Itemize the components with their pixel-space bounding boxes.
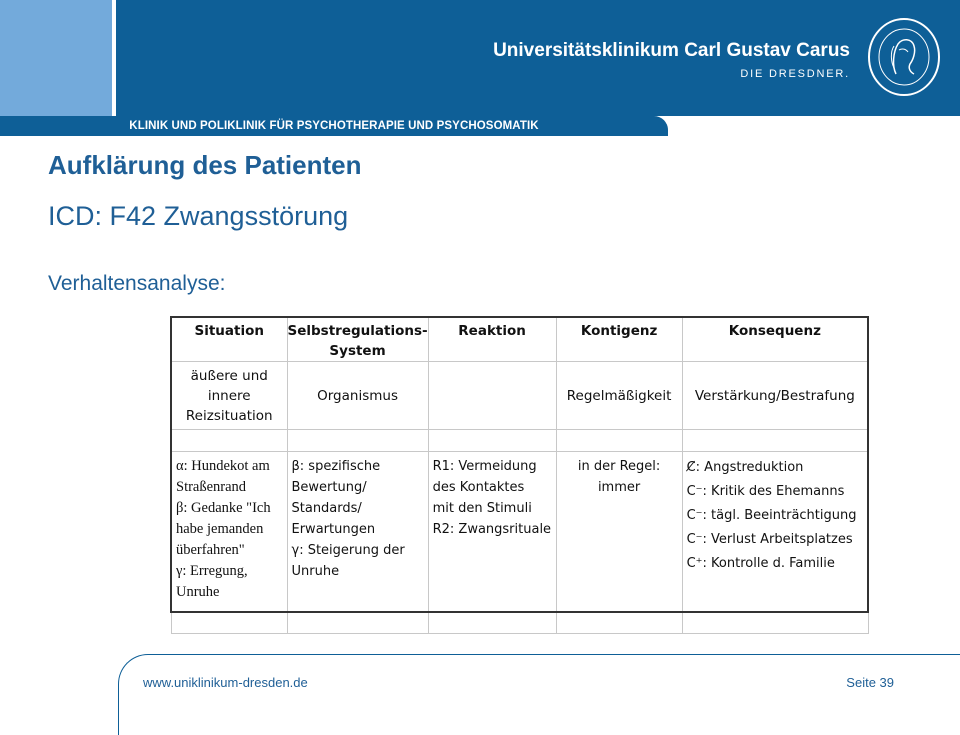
header-reaction: Reaktion [428, 317, 556, 362]
header-situation: Situation [171, 317, 287, 362]
page-number: Seite 39 [846, 675, 894, 690]
cell-consequence-category: Verstärkung/Bestrafung [682, 362, 868, 430]
page-title: Aufklärung des Patienten [48, 150, 362, 180]
cell-organism-category: Organismus [287, 362, 428, 430]
cell-organism-data: β: spezifische Bewertung/ Standards/ Erwartungen γ: Steigerung der Unruhe [287, 452, 428, 612]
header-consequence: Konsequenz [682, 317, 868, 362]
footer-divider [118, 654, 960, 735]
clinic-name: KLINIK UND POLIKLINIK FÜR PSYCHOTHERAPIE UND PSYCHOSOMATIK [129, 120, 539, 132]
table-row-spacer [171, 430, 868, 452]
cell-contingency-category: Regelmäßigkeit [556, 362, 682, 430]
cell-situation-data: α: Hundekot am Straßenrand β: Gedanke "Ich habe jemanden überfahren" γ: Erregung, Unruhe [171, 452, 287, 612]
header-contingency: Kontigenz [556, 317, 682, 362]
behavior-analysis-table [170, 316, 869, 634]
cell-situation-category: äußere und innere Reizsituation [171, 362, 287, 430]
section-label: Verhaltensanalyse: [48, 272, 226, 295]
university-tagline: DIE DRESDNER. [740, 68, 850, 80]
header-accent-block [0, 0, 112, 116]
university-name: Universitätsklinikum Carl Gustav Carus [493, 40, 850, 61]
table-row-trailing [171, 612, 868, 634]
cell-contingency-data: in der Regel: immer [556, 452, 682, 612]
footer-url-link[interactable]: www.uniklinikum-dresden.de [143, 675, 308, 690]
university-seal-logo [866, 16, 942, 98]
header-self-regulation: Selbstregulations- System [287, 317, 428, 362]
page-subtitle: ICD: F42 Zwangsstörung [48, 201, 349, 231]
cell-consequence-data: C̸: Angstreduktion C⁻: Kritik des Ehemanns C⁻: tägl. Beeinträchtigung C⁻: Verlust Arbeitsplatzes C⁺: Kontrolle d. Familie [682, 452, 868, 612]
table-row-data [171, 452, 868, 612]
table-row-categories [171, 362, 868, 430]
cell-reaction-data: R1: Vermeidung des Kontaktes mit den Stimuli R2: Zwangsrituale [428, 452, 556, 612]
cell-reaction-category [428, 362, 556, 430]
table-header-row [171, 317, 868, 362]
